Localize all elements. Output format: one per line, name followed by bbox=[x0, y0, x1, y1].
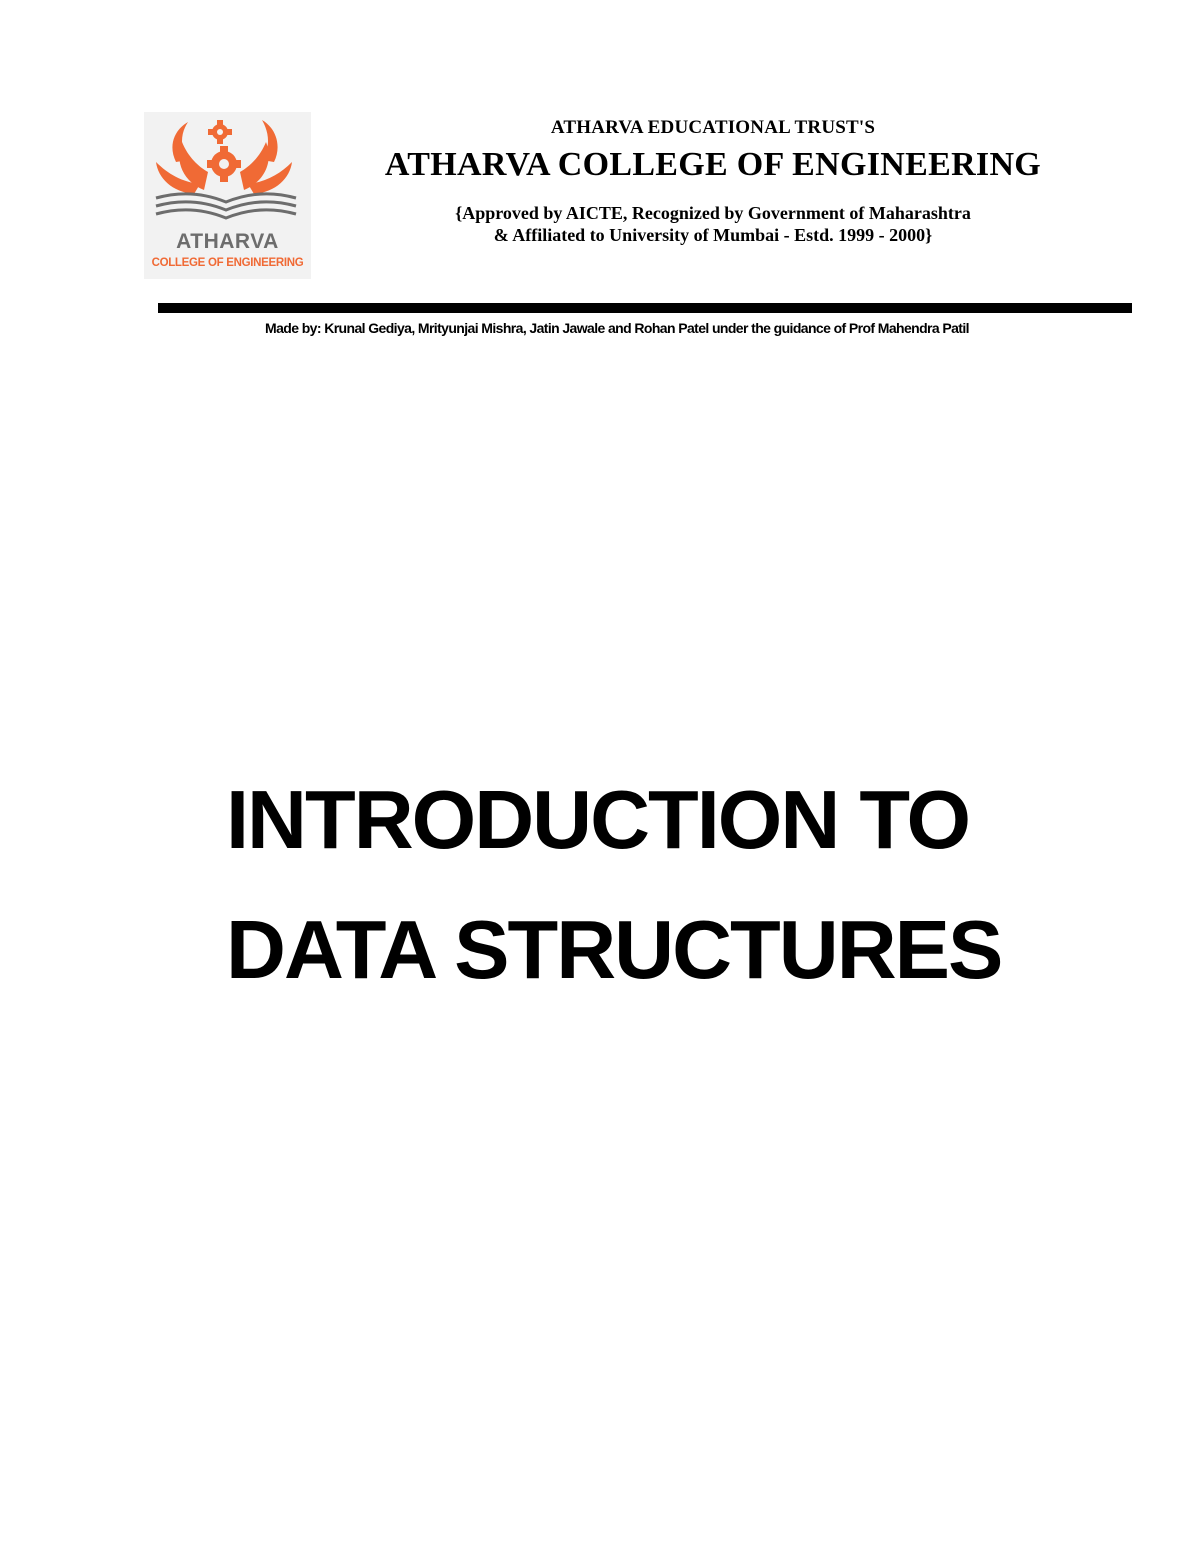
approval-line-2: & Affiliated to University of Mumbai - Estd. 1999 - 2000} bbox=[493, 225, 933, 245]
college-logo bbox=[144, 112, 311, 279]
trust-name: ATHARVA EDUCATIONAL TRUST'S bbox=[550, 117, 876, 138]
title-line-2: DATA STRUCTURES bbox=[226, 903, 1002, 996]
letterhead bbox=[330, 116, 1096, 246]
approval-line-1: {Approved by AICTE, Recognized by Government of Maharashtra bbox=[455, 203, 971, 223]
title-line-1: INTRODUCTION TO bbox=[226, 773, 970, 866]
logo-subtitle: COLLEGE OF ENGINEERING bbox=[151, 257, 304, 269]
document-title bbox=[226, 755, 1126, 1015]
logo-name: ATHARVA bbox=[176, 230, 279, 253]
college-name: ATHARVA COLLEGE OF ENGINEERING bbox=[384, 146, 1042, 183]
credits-line: Made by: Krunal Gediya, Mrityunjai Mishra, Jatin Jawale and Rohan Patel under the guidance of Prof Mahendra Patil bbox=[265, 320, 969, 336]
header-divider bbox=[158, 303, 1132, 313]
